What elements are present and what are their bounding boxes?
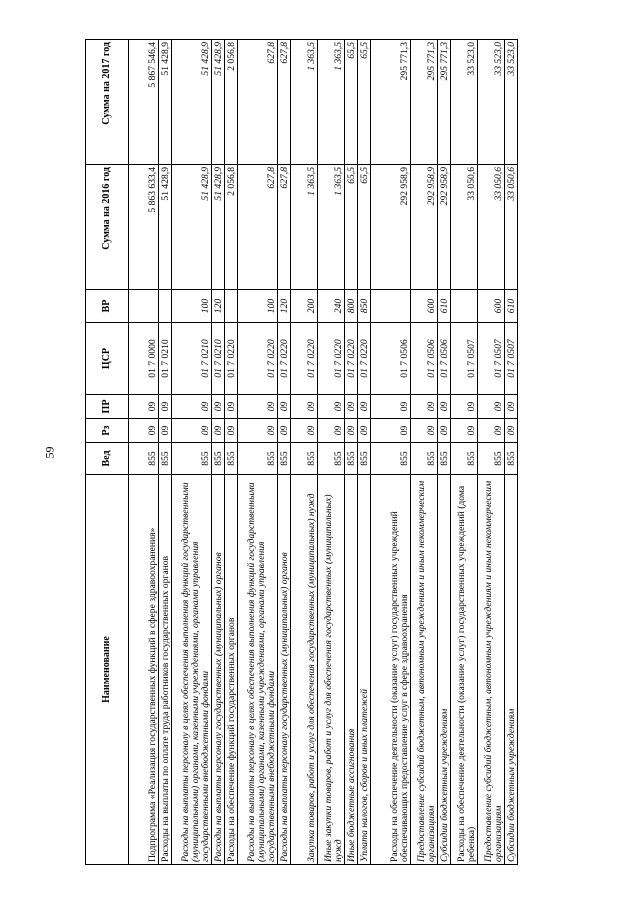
table-row [172, 40, 212, 865]
cell-vr: 850 [358, 290, 371, 323]
cell-csr: 01 7 0000 [129, 323, 159, 395]
cell-ved: 855 [212, 443, 225, 475]
cell-csr: 01 7 0220 [345, 323, 358, 395]
cell-pr: 09 [225, 395, 238, 419]
cell-name: Расходы на обеспечение функций государственных органов [225, 475, 238, 865]
cell-csr: 01 7 0220 [225, 323, 238, 395]
cell-sum-2017: 627,8 [238, 40, 278, 165]
cell-sum-2016: 1 363,5 [318, 165, 345, 290]
table-row [451, 40, 478, 865]
cell-pr: 09 [345, 395, 358, 419]
cell-sum-2016: 1 363,5 [291, 165, 318, 290]
cell-vr [371, 290, 411, 323]
cell-name: Уплата налогов, сборов и иных платежей [358, 475, 371, 865]
cell-rz: 09 [278, 419, 291, 443]
table-row [438, 40, 451, 865]
table-row [505, 40, 518, 865]
cell-pr: 09 [278, 395, 291, 419]
cell-csr: 01 7 0220 [318, 323, 345, 395]
table-row [345, 40, 358, 865]
cell-csr: 01 7 0507 [478, 323, 505, 395]
cell-sum-2016: 627,8 [278, 165, 291, 290]
cell-pr: 09 [291, 395, 318, 419]
cell-ved: 855 [238, 443, 278, 475]
cell-vr: 610 [505, 290, 518, 323]
cell-pr: 09 [438, 395, 451, 419]
cell-rz: 09 [345, 419, 358, 443]
cell-pr: 09 [159, 395, 172, 419]
header-vr: ВР [86, 290, 129, 323]
cell-csr: 01 7 0220 [358, 323, 371, 395]
cell-csr: 01 7 0506 [371, 323, 411, 395]
cell-sum-2016: 627,8 [238, 165, 278, 290]
cell-ved: 855 [129, 443, 159, 475]
cell-rz: 09 [451, 419, 478, 443]
cell-csr: 01 7 0220 [278, 323, 291, 395]
header-sum-2016: Сумма на 2016 год [86, 165, 129, 290]
cell-pr: 09 [238, 395, 278, 419]
cell-csr: 01 7 0507 [505, 323, 518, 395]
table-row [225, 40, 238, 865]
cell-name: Расходы на выплаты персоналу в целях обеспечения выполнения функций государственными (муниципальными) органами, казенными учреждениями, органами управления государственными внебюджетными фондами [172, 475, 212, 865]
cell-rz: 09 [358, 419, 371, 443]
cell-sum-2017: 5 867 546,4 [129, 40, 159, 165]
cell-sum-2016: 292 958,9 [438, 165, 451, 290]
cell-rz: 09 [238, 419, 278, 443]
header-ved: Вед [86, 443, 129, 475]
cell-name: Расходы на обеспечение деятельности (оказание услуг) государственных учреждений (дома ребенка) [451, 475, 478, 865]
table-header-row [86, 40, 129, 865]
cell-name: Иные закупки товаров, работ и услуг для обеспечения государственных (муниципальных) нужд [318, 475, 345, 865]
cell-csr: 01 7 0506 [438, 323, 451, 395]
cell-pr: 09 [212, 395, 225, 419]
header-name: Наименование [86, 475, 129, 865]
table-row [411, 40, 438, 865]
cell-rz: 09 [505, 419, 518, 443]
cell-rz: 09 [438, 419, 451, 443]
cell-vr: 100 [172, 290, 212, 323]
cell-rz: 09 [225, 419, 238, 443]
cell-ved: 855 [505, 443, 518, 475]
cell-sum-2017: 33 523,0 [451, 40, 478, 165]
cell-vr: 610 [438, 290, 451, 323]
cell-name: Субсидии бюджетным учреждениям [438, 475, 451, 865]
cell-name: Закупка товаров, работ и услуг для обеспечения государственных (муниципальных) нужд [291, 475, 318, 865]
cell-vr: 120 [278, 290, 291, 323]
cell-name: Предоставление субсидий бюджетным, автономным учреждениям и иным некоммерческим организациям [411, 475, 438, 865]
cell-sum-2016: 5 863 633,4 [129, 165, 159, 290]
cell-ved: 855 [358, 443, 371, 475]
header-csr: ЦСР [86, 323, 129, 395]
cell-rz: 09 [291, 419, 318, 443]
cell-ved: 855 [172, 443, 212, 475]
cell-pr: 09 [478, 395, 505, 419]
cell-ved: 855 [411, 443, 438, 475]
cell-csr: 01 7 0210 [172, 323, 212, 395]
cell-ved: 855 [291, 443, 318, 475]
cell-sum-2017: 51 428,9 [159, 40, 172, 165]
cell-csr: 01 7 0220 [291, 323, 318, 395]
cell-vr: 600 [478, 290, 505, 323]
cell-vr [225, 290, 238, 323]
cell-sum-2016: 2 056,8 [225, 165, 238, 290]
budget-table [85, 39, 518, 865]
cell-rz: 09 [371, 419, 411, 443]
cell-pr: 09 [451, 395, 478, 419]
cell-ved: 855 [478, 443, 505, 475]
header-rz: Рз [86, 419, 129, 443]
cell-rz: 09 [478, 419, 505, 443]
cell-name: Расходы на выплаты персоналу государственных (муниципальных) органов [278, 475, 291, 865]
cell-csr: 01 7 0506 [411, 323, 438, 395]
cell-rz: 09 [172, 419, 212, 443]
cell-sum-2017: 295 771,3 [438, 40, 451, 165]
cell-sum-2017: 51 428,9 [212, 40, 225, 165]
cell-sum-2017: 65,5 [345, 40, 358, 165]
cell-vr [451, 290, 478, 323]
cell-vr: 240 [318, 290, 345, 323]
cell-sum-2017: 627,8 [278, 40, 291, 165]
table-row [318, 40, 345, 865]
table-row [478, 40, 505, 865]
cell-ved: 855 [278, 443, 291, 475]
cell-pr: 09 [411, 395, 438, 419]
cell-sum-2016: 292 958,9 [411, 165, 438, 290]
cell-rz: 09 [212, 419, 225, 443]
cell-sum-2017: 295 771,3 [411, 40, 438, 165]
cell-ved: 855 [345, 443, 358, 475]
cell-vr: 800 [345, 290, 358, 323]
cell-name: Расходы на выплаты персоналу в целях обеспечения выполнения функций государственными (муниципальными) органами, казенными учреждениями, органами управления государственными внебюджетными фондами [238, 475, 278, 865]
table-row [278, 40, 291, 865]
cell-pr: 09 [318, 395, 345, 419]
table-row [358, 40, 371, 865]
header-pr: ПР [86, 395, 129, 419]
table-row [291, 40, 318, 865]
cell-sum-2016: 51 428,9 [159, 165, 172, 290]
cell-vr: 200 [291, 290, 318, 323]
cell-ved: 855 [451, 443, 478, 475]
cell-sum-2017: 1 363,5 [318, 40, 345, 165]
cell-csr: 01 7 0507 [451, 323, 478, 395]
cell-pr: 09 [172, 395, 212, 419]
cell-vr [129, 290, 159, 323]
cell-sum-2017: 1 363,5 [291, 40, 318, 165]
cell-vr: 100 [238, 290, 278, 323]
cell-rz: 09 [129, 419, 159, 443]
cell-pr: 09 [129, 395, 159, 419]
cell-pr: 09 [505, 395, 518, 419]
cell-ved: 855 [225, 443, 238, 475]
cell-sum-2016: 65,5 [358, 165, 371, 290]
table-body [129, 40, 518, 865]
cell-rz: 09 [411, 419, 438, 443]
cell-sum-2017: 295 771,3 [371, 40, 411, 165]
cell-ved: 855 [159, 443, 172, 475]
cell-sum-2017: 33 523,0 [478, 40, 505, 165]
table-row [159, 40, 172, 865]
cell-sum-2016: 292 958,9 [371, 165, 411, 290]
cell-ved: 855 [371, 443, 411, 475]
header-sum-2017: Сумма на 2017 год [86, 40, 129, 165]
cell-rz: 09 [159, 419, 172, 443]
cell-vr [159, 290, 172, 323]
cell-rz: 09 [318, 419, 345, 443]
cell-sum-2016: 33 050,6 [478, 165, 505, 290]
cell-pr: 09 [371, 395, 411, 419]
cell-sum-2016: 51 428,9 [172, 165, 212, 290]
cell-sum-2016: 51 428,9 [212, 165, 225, 290]
cell-name: Расходы на выплаты по оплате труда работников государственных органов [159, 475, 172, 865]
cell-sum-2016: 65,5 [345, 165, 358, 290]
budget-table-page [85, 40, 535, 865]
cell-sum-2017: 33 523,0 [505, 40, 518, 165]
cell-csr: 01 7 0210 [159, 323, 172, 395]
cell-name: Подпрограмма «Реализация государственных функций в сфере здравоохранения» [129, 475, 159, 865]
cell-name: Субсидии бюджетным учреждениям [505, 475, 518, 865]
cell-csr: 01 7 0220 [238, 323, 278, 395]
table-row [212, 40, 225, 865]
table-row [129, 40, 159, 865]
cell-sum-2017: 65,5 [358, 40, 371, 165]
cell-vr: 600 [411, 290, 438, 323]
cell-pr: 09 [358, 395, 371, 419]
cell-name: Иные бюджетные ассигнования [345, 475, 358, 865]
cell-ved: 855 [438, 443, 451, 475]
cell-name: Расходы на выплаты персоналу государственных (муниципальных) органов [212, 475, 225, 865]
cell-sum-2016: 33 050,6 [505, 165, 518, 290]
table-row [371, 40, 411, 865]
page-number: 59 [42, 446, 57, 459]
cell-sum-2017: 2 056,8 [225, 40, 238, 165]
cell-sum-2017: 51 428,9 [172, 40, 212, 165]
cell-ved: 855 [318, 443, 345, 475]
cell-csr: 01 7 0210 [212, 323, 225, 395]
cell-sum-2016: 33 050,6 [451, 165, 478, 290]
table-row [238, 40, 278, 865]
cell-name: Расходы на обеспечение деятельности (оказание услуг) государственных учреждений обеспечивающих предоставление услуг в сфере здравоохранения [371, 475, 411, 865]
cell-vr: 120 [212, 290, 225, 323]
cell-name: Предоставление субсидий бюджетным, автономным учреждениям и иным некоммерческим организациям [478, 475, 505, 865]
